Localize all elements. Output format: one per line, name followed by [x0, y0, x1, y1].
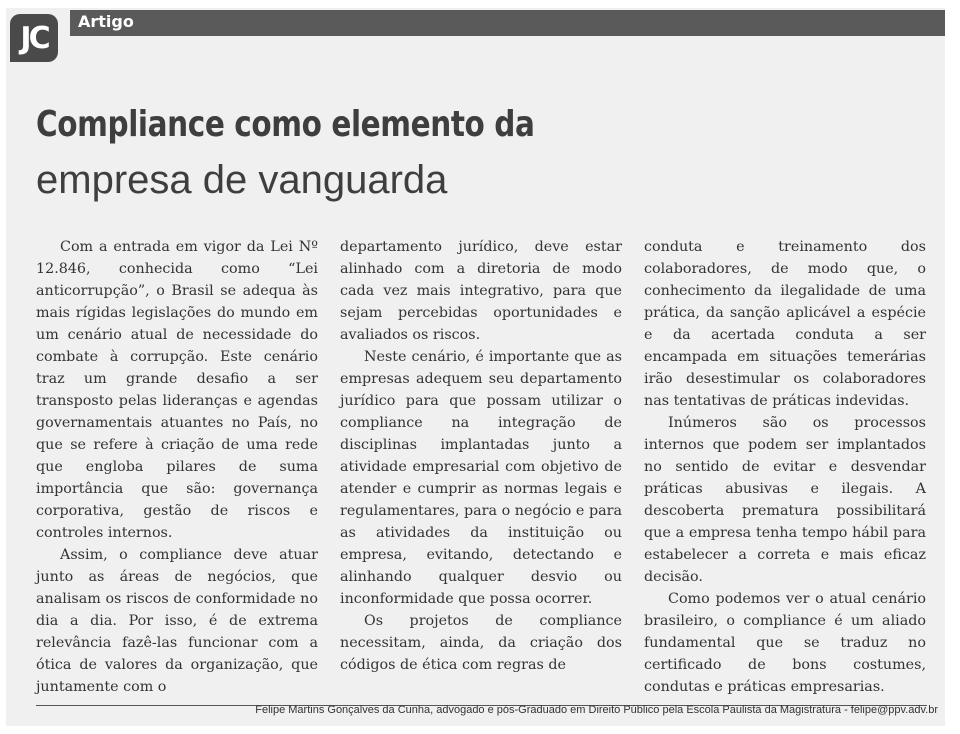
paragraph: Com a entrada em vigor da Lei Nº 12.846, conhecida como “Lei anticorrupção”, o Brasil se adequa às mais rígidas legislações do mundo em um cenário atual de necessidade do combate à corrupção. Este cenário traz um grande desafio a ser transposto pelas lideranças e agendas governamentais atuantes no País, no que se refere à criação de uma rede que engloba pilares de suma importância que são: governança corporativa, gestão de riscos e controles internos. [36, 239, 318, 541]
paragraph: Os projetos de compliance necessitam, ainda, da criação dos códigos de ética com regras de [340, 613, 622, 673]
section-header-bar [70, 10, 945, 36]
text-column-3 [644, 236, 926, 698]
section-label: Artigo [78, 12, 134, 31]
paragraph-continuation: departamento jurídico, deve estar alinhado com a diretoria de modo cada vez mais integrativo, para que sejam percebidas oportunidades e avaliados os riscos. [340, 239, 622, 343]
paragraph: Neste cenário, é importante que as empresas adequem seu departamento jurídico para que possam utilizar o compliance na integração de disciplinas implantadas junto a atividade empresarial com objetivo de atender e cumprir as normas legais e regulamentares, para o negócio e para as atividades da instituição ou empresa, evitando, detectando e alinhando qualquer desvio ou inconformidade que possa ocorrer. [340, 349, 622, 607]
text-column-1 [36, 236, 318, 698]
paragraph: Inúmeros são os processos internos que podem ser implantados no sentido de evitar e desvendar práticas abusivas e ilegais. A descoberta prematura possibilitará que a empresa tenha tempo hábil para estabelecer a correta e mais eficaz decisão. [644, 415, 926, 585]
author-byline: Felipe Martins Gonçalves da Cunha, advogado e pós-Graduado em Direito Público pela Escola Paulista da Magistratura - felipe@ppv.adv.br [255, 704, 938, 716]
text-column-2 [340, 236, 622, 676]
article-page [6, 8, 945, 726]
paragraph-continuation: conduta e treinamento dos colaboradores, de modo que, o conhecimento da ilegalidade de uma prática, da sanção aplicável a espécie e da acertada conduta a ser encampada em situações temerárias irão desestimular os colaboradores nas tentativas de práticas indevidas. [644, 239, 926, 409]
article-subtitle: empresa de vanguarda [36, 158, 448, 202]
publication-logo: JC [10, 14, 58, 62]
article-title: Compliance como elemento da [36, 104, 535, 145]
paragraph: Como podemos ver o atual cenário brasileiro, o compliance é um aliado fundamental que se traduz no certificado de bons costumes, condutas e práticas empresarias. [644, 591, 926, 695]
paragraph: Assim, o compliance deve atuar junto as áreas de negócios, que analisam os riscos de conformidade no dia a dia. Por isso, é de extrema relevância fazê-las funcionar com a ótica de valores da organização, que juntamente com o [36, 547, 318, 695]
